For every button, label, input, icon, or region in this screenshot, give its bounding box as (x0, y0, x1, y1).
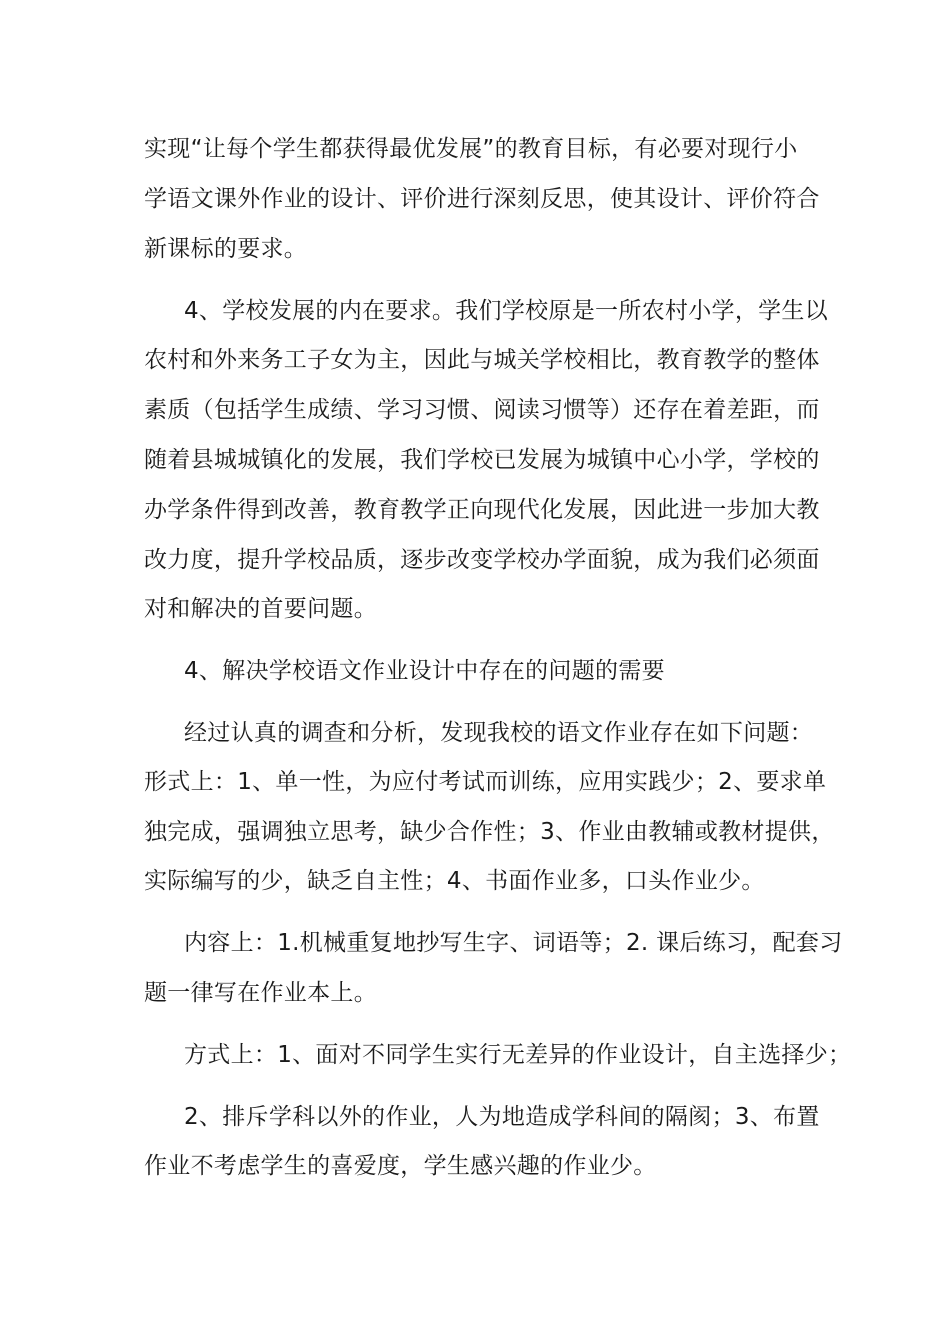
paragraph-line: 对和解决的首要问题。 (144, 596, 377, 622)
paragraph-line: 随着县城城镇化的发展，我们学校已发展为城镇中心小学，学校的 (144, 447, 820, 473)
paragraph-line: 题一律写在作业本上。 (144, 980, 377, 1006)
paragraph-line: 作业不考虑学生的喜爱度，学生感兴趣的作业少。 (144, 1153, 657, 1179)
paragraph-line: 实际编写的少，缺乏自主性；4、书面作业多，口头作业少。 (144, 868, 765, 894)
paragraph-line: 学语文课外作业的设计、评价进行深刻反思，使其设计、评价符合 (144, 186, 820, 212)
paragraph-line: 4、学校发展的内在要求。我们学校原是一所农村小学，学生以 (184, 298, 829, 324)
paragraph-line: 改力度，提升学校品质，逐步改变学校办学面貌，成为我们必须面 (144, 547, 820, 573)
paragraph-line: 2、排斥学科以外的作业，人为地造成学科间的隔阂；3、布置 (184, 1104, 820, 1130)
paragraph-line: 实现“让每个学生都获得最优发展”的教育目标，有必要对现行小 (144, 136, 798, 162)
paragraph-line: 新课标的要求。 (144, 236, 308, 262)
paragraph-line: 农村和外来务工子女为主，因此与城关学校相比，教育教学的整体 (144, 347, 820, 373)
paragraph-line: 形式上：1、单一性，为应付考试而训练，应用实践少；2、要求单 (144, 769, 827, 795)
paragraph-line: 方式上：1、面对不同学生实行无差异的作业设计，自主选择少； (184, 1042, 852, 1068)
paragraph-line: 经过认真的调查和分析，发现我校的语文作业存在如下问题： (184, 720, 814, 746)
paragraph-line: 素质（包括学生成绩、学习习惯、阅读习惯等）还存在着差距，而 (144, 397, 820, 423)
section-heading: 4、解决学校语文作业设计中存在的问题的需要 (184, 658, 665, 684)
paragraph-line: 内容上：1.机械重复地抄写生字、词语等；2. 课后练习，配套习 (184, 930, 843, 956)
paragraph-line: 独完成，强调独立思考，缺少合作性；3、作业由教辅或教材提供， (144, 819, 835, 845)
paragraph-line: 办学条件得到改善，教育教学正向现代化发展，因此进一步加大教 (144, 497, 820, 523)
